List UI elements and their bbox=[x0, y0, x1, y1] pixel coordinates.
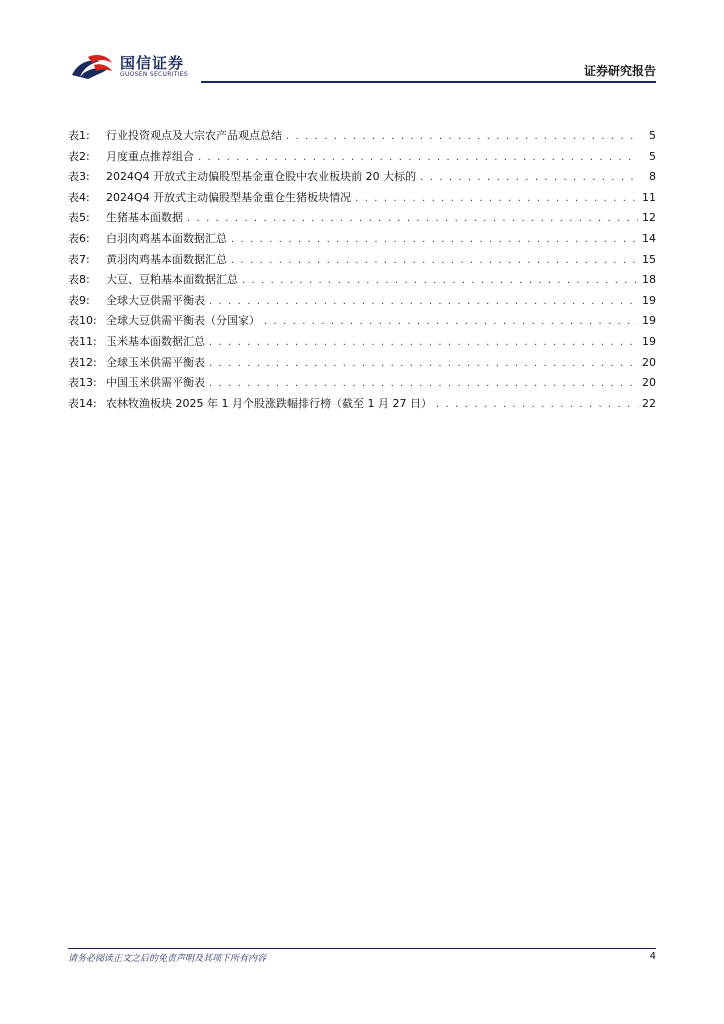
toc-dot-leader bbox=[286, 127, 638, 148]
toc-dot-leader bbox=[187, 209, 638, 230]
toc-entry[interactable] bbox=[68, 126, 656, 147]
toc-entry-label: 表2: bbox=[68, 149, 90, 163]
toc-entry-label: 表6: bbox=[68, 231, 90, 245]
toc-entry-label: 表4: bbox=[68, 190, 90, 204]
toc-entry-page: 19 bbox=[642, 293, 656, 307]
toc-entry-title: 全球玉米供需平衡表 bbox=[106, 355, 205, 369]
toc-entry-label: 表10: bbox=[68, 314, 97, 328]
toc-entry[interactable] bbox=[68, 311, 656, 332]
toc-entry-page: 22 bbox=[642, 396, 656, 410]
toc-dot-leader bbox=[209, 292, 638, 313]
toc-entry[interactable] bbox=[68, 147, 656, 168]
toc-entry-label: 表3: bbox=[68, 170, 90, 184]
toc-entry-title: 2024Q4 开放式主动偏股型基金重仓股中农业板块前 20 大标的 bbox=[106, 170, 417, 184]
toc-entry-page: 20 bbox=[642, 376, 656, 390]
toc-entry-label: 表14: bbox=[68, 396, 97, 410]
toc-dot-leader bbox=[209, 333, 638, 354]
toc-entry-page: 19 bbox=[642, 334, 656, 348]
toc-dot-leader bbox=[436, 395, 638, 416]
page-header bbox=[70, 50, 656, 84]
guosen-logo-icon bbox=[70, 53, 114, 81]
toc-entry[interactable] bbox=[68, 250, 656, 271]
toc-entry-label: 表1: bbox=[68, 129, 90, 142]
logo-english-name: GUOSEN SECURITIES bbox=[120, 71, 189, 78]
toc-entry[interactable] bbox=[68, 188, 656, 209]
toc-entry-page: 15 bbox=[642, 252, 656, 266]
toc-entry-page: 18 bbox=[642, 273, 656, 287]
toc-entry-page: 14 bbox=[642, 231, 656, 245]
toc-entry[interactable] bbox=[68, 332, 656, 353]
toc-dot-leader bbox=[420, 168, 638, 189]
toc-dot-leader bbox=[209, 354, 638, 375]
footer-divider bbox=[68, 948, 656, 949]
toc-entry-label: 表12: bbox=[68, 355, 97, 369]
toc-entry[interactable] bbox=[68, 373, 656, 394]
toc-dot-leader bbox=[264, 312, 638, 333]
toc-entry-title: 农林牧渔板块 2025 年 1 月个股涨跌幅排行榜（截至 1 月 27 日） bbox=[106, 396, 432, 410]
toc-entry-title: 全球大豆供需平衡表 bbox=[106, 293, 205, 307]
toc-dot-leader bbox=[198, 148, 638, 169]
toc-entry-label: 表8: bbox=[68, 273, 90, 287]
toc-entry-title: 全球大豆供需平衡表（分国家） bbox=[106, 314, 260, 328]
logo-chinese-name: 国信证券 bbox=[120, 54, 185, 72]
toc-entry-title: 黄羽肉鸡基本面数据汇总 bbox=[106, 252, 227, 266]
disclaimer-text: 请务必阅读正文之后的免责声明及其项下所有内容 bbox=[68, 954, 267, 964]
toc-entry[interactable] bbox=[68, 270, 656, 291]
toc-dot-leader bbox=[355, 189, 638, 210]
page-number: 4 bbox=[649, 951, 656, 962]
toc-entry-page: 12 bbox=[642, 211, 656, 225]
toc-entry[interactable] bbox=[68, 208, 656, 229]
toc-dot-leader bbox=[231, 251, 638, 272]
toc-entry-label: 表7: bbox=[68, 252, 90, 266]
toc-entry-label: 表13: bbox=[68, 376, 97, 390]
toc-entry-title: 白羽肉鸡基本面数据汇总 bbox=[106, 231, 227, 245]
toc-entry-page: 5 bbox=[649, 129, 656, 142]
toc-dot-leader bbox=[209, 374, 638, 395]
toc-entry[interactable] bbox=[68, 394, 656, 415]
toc-dot-leader bbox=[231, 230, 638, 251]
toc-dot-leader bbox=[242, 271, 638, 292]
report-type-label: 证券研究报告 bbox=[583, 64, 656, 78]
toc-entry-page: 5 bbox=[649, 149, 656, 163]
toc-entry-title: 玉米基本面数据汇总 bbox=[106, 334, 205, 348]
toc-entry-label: 表9: bbox=[68, 293, 90, 307]
toc-entry-title: 月度重点推荐组合 bbox=[106, 149, 194, 163]
toc-entry-label: 表5: bbox=[68, 211, 90, 225]
toc-entry-page: 20 bbox=[642, 355, 656, 369]
toc-entry-title: 中国玉米供需平衡表 bbox=[106, 376, 205, 390]
toc-entry-title: 2024Q4 开放式主动偏股型基金重仓生猪板块情况 bbox=[106, 190, 352, 204]
header-divider bbox=[201, 81, 656, 83]
toc-entry-title: 生猪基本面数据 bbox=[106, 211, 183, 225]
toc-entry[interactable] bbox=[68, 229, 656, 250]
toc-entry-page: 8 bbox=[649, 170, 656, 184]
toc-entry[interactable] bbox=[68, 291, 656, 312]
toc-entry-title: 大豆、豆粕基本面数据汇总 bbox=[106, 273, 238, 287]
guosen-logo bbox=[70, 52, 220, 82]
toc-entry-label: 表11: bbox=[68, 334, 97, 348]
toc-entry-title: 行业投资观点及大宗农产品观点总结 bbox=[106, 129, 282, 142]
toc-entry[interactable] bbox=[68, 167, 656, 188]
toc-entry-page: 19 bbox=[642, 314, 656, 328]
toc-entry[interactable] bbox=[68, 353, 656, 374]
table-of-tables bbox=[68, 126, 656, 414]
toc-entry-page: 11 bbox=[642, 190, 656, 204]
